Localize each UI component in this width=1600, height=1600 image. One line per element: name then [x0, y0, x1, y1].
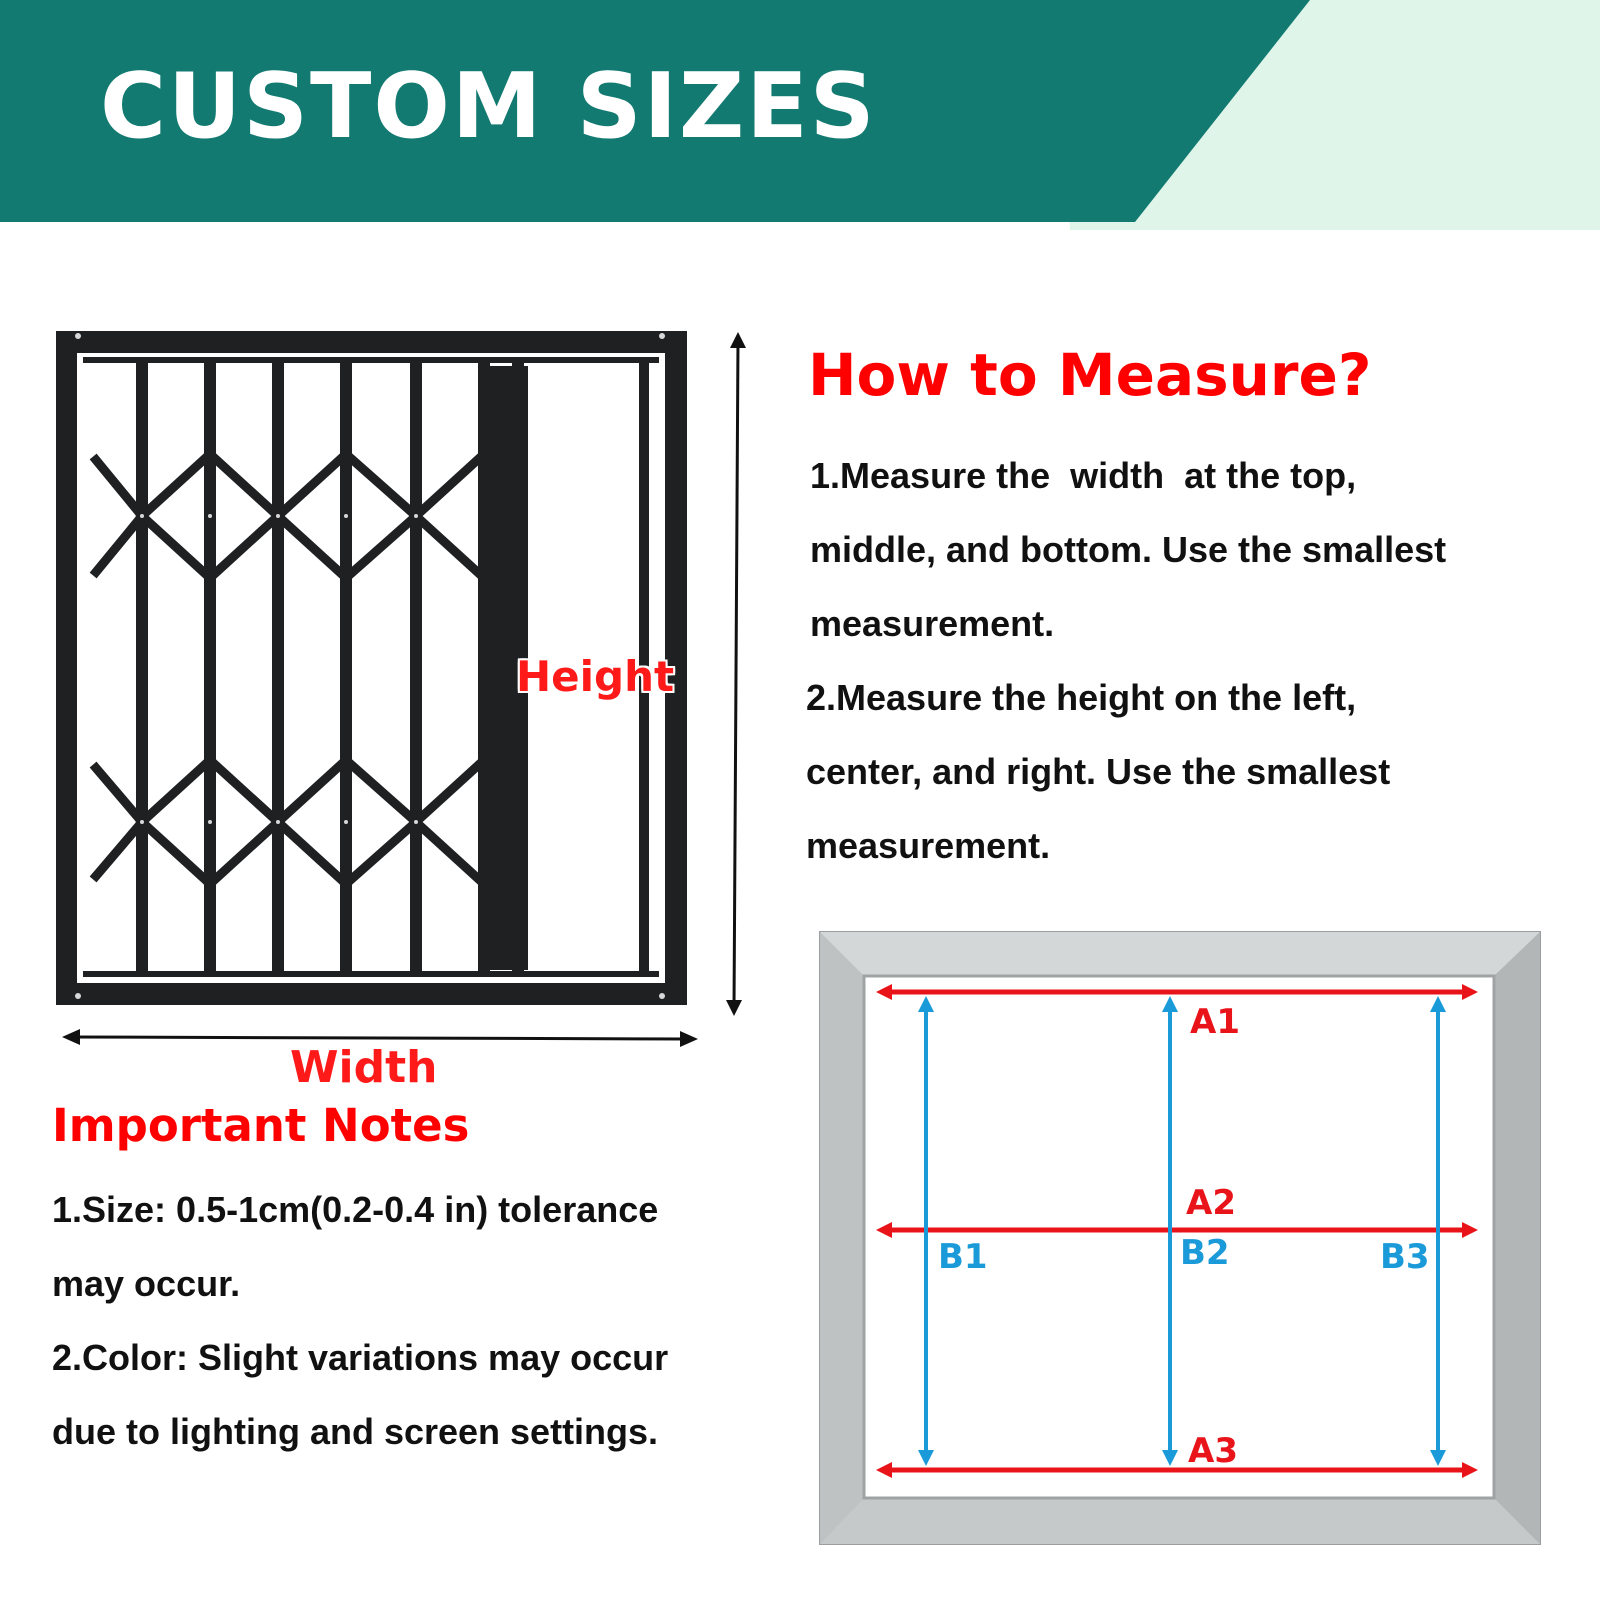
how-to-measure-line: 1.Measure the width at the top,	[810, 455, 1357, 496]
note-line: due to lighting and screen settings.	[52, 1411, 659, 1452]
label-b3: B3	[1380, 1237, 1430, 1277]
label-b1: B1	[938, 1237, 988, 1277]
header-banner	[0, 0, 1600, 230]
how-to-measure-line: measurement.	[810, 603, 1055, 644]
label-a1: A1	[1190, 1002, 1240, 1042]
how-to-measure-line: middle, and bottom. Use the smallest	[810, 529, 1447, 570]
height-arrow	[716, 330, 756, 1020]
how-to-measure-line: measurement.	[806, 825, 1051, 866]
note-line: 2.Color: Slight variations may occur	[52, 1337, 669, 1378]
how-to-measure-line: center, and right. Use the smallest	[806, 751, 1391, 792]
how-to-measure-heading: How to Measure?	[808, 341, 1372, 409]
how-to-measure-line: 2.Measure the height on the left,	[806, 677, 1357, 718]
label-b2: B2	[1180, 1233, 1230, 1273]
label-a2: A2	[1186, 1183, 1236, 1223]
note-line: 1.Size: 0.5-1cm(0.2-0.4 in) tolerance	[52, 1189, 659, 1230]
note-line: may occur.	[52, 1263, 241, 1304]
height-label: Height	[516, 652, 675, 701]
page-title: CUSTOM SIZES	[100, 54, 877, 159]
important-notes-heading: Important Notes	[52, 1099, 470, 1152]
label-a3: A3	[1188, 1431, 1238, 1471]
width-label: Width	[290, 1042, 438, 1093]
